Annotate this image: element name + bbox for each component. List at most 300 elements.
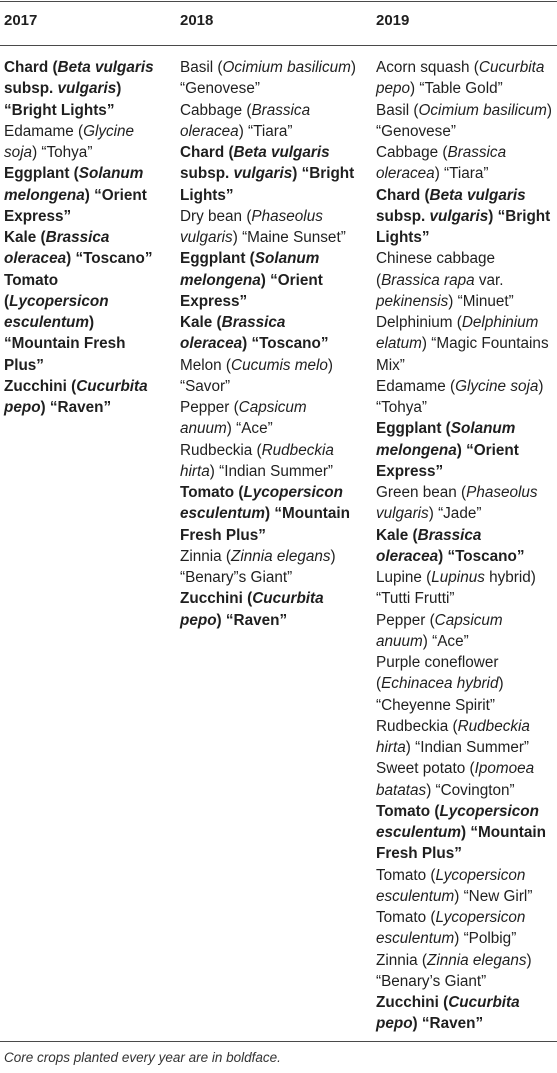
column-2018 — [180, 57, 356, 631]
crop-entry-line — [376, 525, 552, 546]
crop-entry-line — [180, 57, 356, 78]
crop-entry — [376, 185, 552, 249]
crop-text: Tomato ( — [376, 802, 440, 820]
crop-entry-line — [376, 355, 552, 376]
crop-text: ) “Tohya” — [32, 144, 93, 161]
scientific-name: Cucumis melo — [231, 356, 328, 374]
table-footnote: Core crops planted every year are in boldface. — [4, 1050, 281, 1065]
crop-entry-line — [4, 100, 154, 121]
crop-entry-line — [180, 333, 356, 354]
scientific-name: Cucurbita — [76, 377, 148, 395]
crop-entry-line — [376, 1013, 552, 1034]
scientific-name: Brassica — [251, 101, 311, 119]
crop-text: ( — [4, 292, 10, 310]
crop-entry — [376, 57, 552, 100]
crop-entry — [376, 610, 552, 653]
scientific-name: Capsicum — [434, 611, 503, 629]
crop-entry-line — [376, 801, 552, 822]
crop-entry — [180, 312, 356, 355]
crop-entry-line — [180, 397, 356, 418]
crop-entry — [180, 397, 356, 440]
scientific-name: hirta — [376, 739, 406, 756]
crop-entry-line — [376, 78, 552, 99]
scientific-name: esculentum — [376, 930, 455, 948]
crop-text: Zucchini ( — [4, 377, 77, 395]
crop-text: Lights” — [376, 229, 430, 246]
crop-entry-line — [376, 100, 552, 121]
crop-text: ) — [116, 80, 122, 98]
crop-text: ) “Raven” — [216, 611, 288, 629]
crop-entry-line — [180, 482, 356, 503]
crop-entry-line — [4, 206, 154, 227]
crop-entry — [376, 376, 552, 419]
column-header-2018: 2018 — [180, 12, 214, 29]
scientific-name: Lupinus — [431, 569, 485, 586]
crop-entry — [376, 716, 552, 759]
crop-entry-line — [376, 227, 552, 248]
crop-entry — [4, 163, 154, 227]
scientific-name: Phaseolus — [466, 484, 538, 501]
scientific-name: Solanum — [450, 420, 516, 438]
scientific-name: Cucurbita — [478, 59, 545, 76]
crop-text: ) — [327, 356, 334, 374]
crop-entry-line — [180, 440, 356, 461]
crop-entry-line — [376, 482, 552, 503]
crop-text: ) “Bright — [292, 165, 355, 183]
crop-text: “Benary”s Giant” — [180, 569, 293, 586]
scientific-name: Brassica — [45, 229, 110, 246]
crop-entry-line — [180, 291, 356, 312]
crop-text: var. — [474, 271, 504, 289]
scientific-name: Brassica — [221, 314, 286, 331]
scientific-name: batatas — [376, 781, 427, 799]
crop-entry-line — [376, 780, 552, 801]
crop-entry-line — [376, 440, 552, 461]
crop-entry-line — [180, 206, 356, 227]
crop-text: ) “Indian Summer” — [209, 462, 334, 480]
scientific-name: pepo — [376, 1015, 413, 1033]
scientific-name: vulgaris — [429, 207, 489, 225]
crop-text: “Savor” — [180, 377, 231, 395]
crop-entry — [180, 588, 356, 631]
crop-text: ) “Orient — [456, 441, 519, 459]
scientific-name: pepo — [376, 80, 411, 98]
crop-entry-line — [376, 822, 552, 843]
scientific-name: Ocimium basilicum — [222, 59, 351, 76]
crop-entry-line — [180, 185, 356, 206]
crop-text: ) “Toscano” — [66, 250, 153, 268]
crop-entry — [4, 227, 154, 270]
crop-text: Tomato ( — [376, 909, 436, 926]
crop-entry-line — [376, 270, 552, 291]
crop-text: ) “Orient — [260, 271, 323, 289]
crop-text: Edamame ( — [376, 377, 456, 395]
crop-text: ) — [538, 377, 544, 395]
crop-entry — [4, 376, 154, 419]
column-header-2017: 2017 — [4, 12, 38, 29]
crop-text: ) “Tiara” — [238, 122, 293, 140]
scientific-name: melongena — [4, 186, 85, 204]
crop-text: ) “Tiara” — [434, 165, 489, 183]
scientific-name: Rudbeckia — [261, 441, 334, 459]
crop-entry-line — [376, 695, 552, 716]
crop-text: “Genovese” — [376, 122, 456, 140]
crop-text: Plus” — [4, 356, 44, 374]
crop-text: subsp. — [376, 207, 430, 225]
crop-entry-line — [376, 376, 552, 397]
crop-text: hybrid) — [484, 569, 536, 586]
crop-text: Eggplant ( — [180, 250, 255, 268]
crop-text: subsp. — [180, 165, 234, 183]
crop-text: ) — [330, 547, 336, 565]
crop-entry-line — [376, 758, 552, 779]
crop-text: Rudbeckia ( — [180, 441, 262, 459]
crop-text: ) “Raven” — [412, 1015, 484, 1033]
crop-entry-line — [4, 376, 154, 397]
scientific-name: Zinnia elegans — [231, 547, 331, 565]
crop-entry-line — [376, 928, 552, 949]
crop-entry-line — [180, 418, 356, 439]
crop-text: Tomato ( — [376, 866, 436, 884]
crop-text: Kale ( — [180, 314, 222, 331]
crop-text: Pepper ( — [376, 611, 435, 629]
crop-entry — [376, 482, 552, 525]
crop-entry-line — [376, 312, 552, 333]
scientific-name: Cucurbita — [252, 590, 324, 608]
crop-text: ) “Maine Sunset” — [232, 229, 346, 246]
crop-entry-line — [4, 163, 154, 184]
scientific-name: Beta vulgaris — [57, 59, 154, 76]
crop-text: ) “Ace” — [226, 420, 273, 438]
scientific-name: Rudbeckia — [457, 717, 530, 735]
scientific-name: Beta vulgaris — [233, 144, 330, 161]
crop-text: ( — [376, 271, 382, 289]
crop-text: Melon ( — [180, 356, 232, 374]
scientific-name: Glycine soja — [455, 377, 539, 395]
crop-entry-line — [180, 121, 356, 142]
crop-entry — [180, 100, 356, 143]
crop-text: ) “New Girl” — [454, 887, 533, 905]
crop-text: ) — [546, 101, 552, 119]
scientific-name: elatum — [376, 335, 422, 353]
crop-entry — [376, 248, 552, 312]
crop-text: ) “Bright — [488, 207, 551, 225]
scientific-name: Phaseolus — [251, 207, 323, 225]
crop-entry-line — [4, 57, 154, 78]
crop-text: ) “Indian Summer” — [405, 739, 530, 756]
crop-text: Green bean ( — [376, 484, 467, 501]
crop-text: Basil ( — [376, 101, 419, 119]
crop-text: ) “Minuet” — [448, 292, 514, 310]
crop-text: Cabbage ( — [376, 144, 448, 161]
crop-text: Tomato — [4, 271, 59, 289]
scientific-name: Ocimium basilicum — [418, 101, 547, 119]
scientific-name: Brassica rapa — [381, 271, 475, 289]
scientific-name: pekinensis — [376, 292, 449, 310]
column-2017 — [4, 57, 154, 418]
crop-text: ) “Jade” — [428, 505, 482, 523]
crop-entry — [180, 57, 356, 100]
crop-entry — [4, 57, 154, 121]
scientific-name: Solanum — [254, 250, 320, 268]
table-top-rule — [0, 1, 557, 2]
scientific-name: Glycine — [83, 122, 135, 140]
crop-text: ) “Toscano” — [438, 547, 525, 565]
crop-entry — [180, 142, 356, 206]
crop-text: “Bright Lights” — [4, 101, 115, 119]
crop-entry-line — [376, 248, 552, 269]
crop-entry-line — [376, 546, 552, 567]
crop-text: Basil ( — [180, 59, 223, 76]
crop-entry — [180, 355, 356, 398]
crop-text: ) “Raven” — [40, 399, 112, 416]
crop-entry-line — [180, 355, 356, 376]
crop-text: Eggplant ( — [376, 420, 451, 438]
scientific-name: Lycopersicon — [439, 802, 539, 820]
crop-entry-line — [376, 673, 552, 694]
scientific-name: Lycopersicon — [9, 292, 109, 310]
crop-entry-line — [180, 312, 356, 333]
crop-entry — [376, 907, 552, 950]
crop-text: Chard ( — [180, 144, 234, 161]
crop-entry-line — [376, 737, 552, 758]
crop-entry-line — [376, 950, 552, 971]
crop-text: ) — [350, 59, 356, 76]
crop-entry-line — [180, 546, 356, 567]
scientific-name: vulgaris — [180, 229, 233, 246]
scientific-name: pepo — [180, 611, 217, 629]
crop-entry-line — [180, 142, 356, 163]
crop-entry — [180, 546, 356, 589]
crop-text: ) “Mountain — [461, 824, 546, 841]
crop-entry — [376, 312, 552, 376]
header-rule — [0, 45, 557, 46]
scientific-name: oleracea — [180, 335, 243, 353]
crop-entry-line — [180, 100, 356, 121]
crop-text: Chinese cabbage — [376, 250, 496, 268]
crop-text: Fresh Plus” — [180, 526, 266, 544]
crop-entry-line — [4, 397, 154, 418]
crop-entry-line — [376, 142, 552, 163]
scientific-name: oleracea — [180, 122, 239, 140]
scientific-name: Lycopersicon — [435, 909, 526, 926]
crop-entry-line — [4, 312, 154, 333]
crop-entry-line — [376, 121, 552, 142]
crop-text: Eggplant ( — [4, 165, 79, 183]
crop-entry-line — [4, 78, 154, 99]
crop-entry-line — [4, 355, 154, 376]
crop-entry-line — [376, 652, 552, 673]
crop-entry-line — [180, 588, 356, 609]
scientific-name: esculentum — [376, 824, 462, 841]
crop-entry-line — [180, 503, 356, 524]
crop-entry — [376, 758, 552, 801]
crop-text: ) “Polbig” — [454, 930, 517, 948]
crop-text: Zinnia ( — [180, 547, 232, 565]
crop-entry-line — [376, 503, 552, 524]
crop-entry-line — [376, 418, 552, 439]
scientific-name: hirta — [180, 462, 210, 480]
scientific-name: Lycopersicon — [435, 866, 526, 884]
crop-entry — [180, 248, 356, 312]
crop-text: Express” — [180, 292, 248, 310]
scientific-name: oleracea — [4, 250, 67, 268]
scientific-name: Ipomoea — [474, 760, 535, 778]
crop-entry-line — [376, 57, 552, 78]
scientific-name: melongena — [180, 271, 261, 289]
crop-entry — [180, 206, 356, 249]
crop-entry — [4, 121, 154, 164]
crop-entry-line — [376, 610, 552, 631]
crop-text: ) — [526, 951, 532, 969]
crop-text: Sweet potato ( — [376, 760, 475, 778]
crop-entry-line — [376, 588, 552, 609]
scientific-name: vulgaris — [233, 165, 293, 183]
scientific-name: oleracea — [376, 547, 439, 565]
crop-entry-line — [4, 185, 154, 206]
crop-text: Tomato ( — [180, 484, 244, 501]
crop-text: “Tutti Frutti” — [376, 590, 455, 608]
scientific-name: Brassica — [447, 144, 507, 161]
scientific-name: Lycopersicon — [243, 484, 343, 501]
crop-text: ) — [498, 675, 504, 693]
crop-entry-line — [376, 865, 552, 886]
crop-text: Kale ( — [376, 526, 418, 544]
crop-text: ) “Orient — [84, 186, 147, 204]
crop-text: ( — [376, 675, 382, 693]
crop-entry-line — [376, 631, 552, 652]
crop-entry — [376, 992, 552, 1035]
crop-entry-line — [4, 121, 154, 142]
crop-entry-line — [376, 185, 552, 206]
scientific-name: melongena — [376, 441, 457, 459]
crop-text: subsp. — [4, 80, 58, 98]
crop-text: ) “Covington” — [426, 781, 515, 799]
crop-entry-line — [376, 333, 552, 354]
crop-text: “Benary’s Giant” — [376, 972, 487, 990]
crop-entry-line — [180, 376, 356, 397]
crop-entry — [376, 100, 552, 143]
crop-text: “Cheyenne Spirit” — [376, 696, 496, 714]
crop-text: ) — [89, 314, 95, 331]
scientific-name: Beta vulgaris — [429, 186, 526, 204]
crop-text: Express” — [376, 462, 444, 480]
crop-entry — [376, 418, 552, 482]
crop-entry-line — [376, 206, 552, 227]
crop-entry-line — [376, 716, 552, 737]
crop-entry — [4, 270, 154, 376]
crop-text: Chard ( — [376, 186, 430, 204]
crop-entry-line — [376, 461, 552, 482]
scientific-name: anuum — [376, 632, 423, 650]
crop-text: Fresh Plus” — [376, 845, 462, 863]
crop-entry-line — [376, 567, 552, 588]
crop-entry-line — [376, 843, 552, 864]
crop-entry-line — [180, 525, 356, 546]
scientific-name: Zinnia elegans — [427, 951, 527, 969]
crop-text: ) “Mountain — [265, 505, 350, 523]
crop-entry-line — [4, 227, 154, 248]
crop-text: Purple coneflower — [376, 654, 499, 671]
scientific-name: Solanum — [78, 165, 144, 183]
crop-text: ) “Magic Fountains — [421, 335, 549, 353]
column-header-2019: 2019 — [376, 12, 410, 29]
crop-entry — [180, 440, 356, 483]
crop-entry-line — [180, 248, 356, 269]
crop-text: Dry bean ( — [180, 207, 252, 225]
scientific-name: pepo — [4, 399, 41, 416]
crop-text: Express” — [4, 207, 72, 225]
crop-entry-line — [180, 163, 356, 184]
crop-entry-line — [376, 971, 552, 992]
crop-entry — [376, 950, 552, 993]
crop-entry-line — [180, 78, 356, 99]
crop-entry — [376, 652, 552, 716]
crop-entry-line — [180, 270, 356, 291]
crop-text: Lights” — [180, 186, 234, 204]
scientific-name: soja — [4, 144, 33, 161]
crop-entry — [376, 142, 552, 185]
crop-entry-line — [4, 270, 154, 291]
crop-text: Acorn squash ( — [376, 59, 479, 76]
crop-entry-line — [376, 291, 552, 312]
scientific-name: anuum — [180, 420, 227, 438]
crop-text: Zucchini ( — [180, 590, 253, 608]
crop-entry-line — [180, 567, 356, 588]
crop-entry-line — [376, 992, 552, 1013]
scientific-name: Delphinium — [461, 314, 539, 331]
crop-text: Kale ( — [4, 229, 46, 246]
crop-entry-line — [4, 291, 154, 312]
crop-entry-line — [4, 248, 154, 269]
crop-text: Chard ( — [4, 59, 58, 76]
crop-entry-line — [376, 397, 552, 418]
crop-text: Cabbage ( — [180, 101, 252, 119]
scientific-name: vulgaris — [57, 80, 117, 98]
crop-text: “Mountain Fresh — [4, 335, 126, 353]
crop-entry-line — [376, 163, 552, 184]
crop-text: Zucchini ( — [376, 994, 449, 1011]
crop-text: Rudbeckia ( — [376, 717, 458, 735]
crop-entry — [376, 567, 552, 610]
crop-entry — [376, 865, 552, 908]
crop-entry-line — [4, 333, 154, 354]
crop-entry-line — [376, 886, 552, 907]
crop-text: Mix” — [376, 356, 405, 374]
crop-text: ) “Ace” — [422, 632, 469, 650]
scientific-name: esculentum — [4, 314, 90, 331]
scientific-name: esculentum — [376, 887, 455, 905]
crop-text: ) “Table Gold” — [410, 80, 503, 98]
scientific-name: Capsicum — [238, 399, 307, 416]
crop-entry-line — [180, 227, 356, 248]
crop-entry-line — [376, 907, 552, 928]
crop-entry — [180, 482, 356, 546]
table-bottom-rule — [0, 1041, 557, 1042]
crop-text: Zinnia ( — [376, 951, 428, 969]
crop-text: “Tohya” — [376, 399, 428, 416]
scientific-name: Brassica — [417, 526, 482, 544]
scientific-name: vulgaris — [376, 505, 429, 523]
crop-entry-line — [180, 610, 356, 631]
crop-entry-line — [180, 461, 356, 482]
scientific-name: oleracea — [376, 165, 435, 183]
scientific-name: esculentum — [180, 505, 266, 523]
crop-text: Edamame ( — [4, 122, 84, 140]
crop-entry — [376, 801, 552, 865]
crop-text: Lupine ( — [376, 569, 432, 586]
crop-text: “Genovese” — [180, 80, 260, 98]
